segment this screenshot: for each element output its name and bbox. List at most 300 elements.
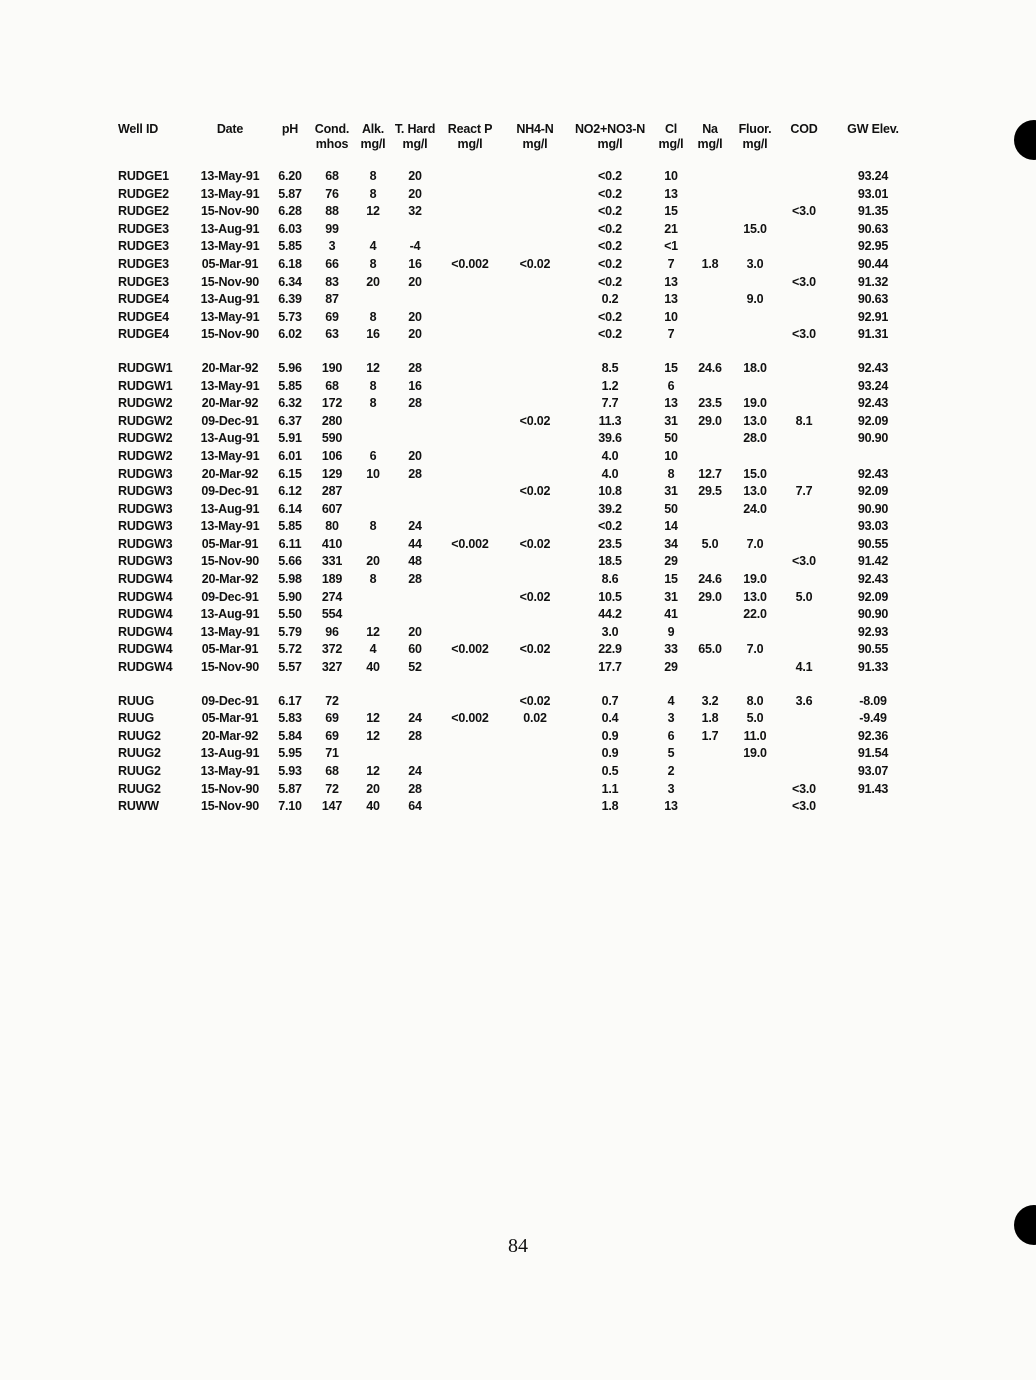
cell-gw-elevation: 90.55 [857, 642, 889, 657]
cell-date: 13-May-91 [200, 378, 260, 393]
cell-nh4-n: <0.02 [519, 642, 551, 657]
cell-alkalinity: 8 [369, 309, 377, 324]
table-row [118, 710, 918, 728]
unit-total-hardness: mg/l [402, 137, 428, 151]
cell-sodium [690, 203, 730, 221]
cell-no2-no3-n: 0.5 [601, 764, 619, 778]
cell-gw-elevation: 90.63 [857, 221, 889, 236]
cell-ph: 6.20 [278, 169, 302, 183]
cell-chloride: 34 [664, 536, 678, 551]
cell-gw-elevation: 90.90 [857, 607, 889, 622]
cell-ph: 5.50 [278, 607, 302, 622]
table-row [118, 360, 918, 378]
cell-cod [780, 430, 828, 448]
cell-well-id: RUDGW4 [118, 607, 173, 622]
cell-well-id: RUDGW2 [118, 431, 173, 446]
cell-nh4-n: <0.02 [519, 484, 551, 499]
cell-reactive-p [438, 203, 502, 221]
cell-conductivity: 72 [325, 693, 339, 708]
cell-alkalinity: 12 [366, 204, 380, 219]
cell-conductivity: 106 [321, 448, 343, 463]
cell-chloride: 15 [664, 572, 678, 587]
cell-ph: 6.11 [278, 536, 302, 551]
cell-chloride: 13 [664, 186, 678, 201]
cell-nh4-n [502, 203, 568, 221]
cell-sodium: 1.7 [701, 728, 719, 743]
table-row [118, 483, 918, 501]
cell-ph: 6.02 [278, 327, 302, 342]
cell-cod [780, 395, 828, 413]
cell-alkalinity: 12 [366, 624, 380, 639]
cell-date: 15-Nov-90 [201, 554, 259, 569]
cell-conductivity: 80 [325, 519, 339, 534]
cell-no2-no3-n: 0.9 [601, 728, 619, 743]
cell-well-id: RUDGW1 [118, 360, 173, 375]
cell-reactive-p [438, 168, 502, 186]
cell-ph: 5.93 [278, 764, 302, 778]
cell-total-hardness: 28 [408, 781, 422, 796]
cell-well-id: RUDGE1 [118, 169, 169, 183]
cell-no2-no3-n: 1.1 [601, 781, 619, 796]
cell-alkalinity: 8 [369, 572, 377, 587]
cell-well-id: RUDGW4 [118, 624, 173, 639]
cell-fluoride [730, 553, 780, 571]
cell-chloride: 2 [667, 764, 675, 778]
cell-gw-elevation: 90.44 [857, 256, 889, 271]
cell-sodium [690, 606, 730, 624]
cell-sodium: 1.8 [701, 711, 719, 726]
cell-fluoride [730, 781, 780, 799]
cell-total-hardness: 28 [408, 728, 422, 743]
cell-nh4-n [502, 448, 568, 466]
cell-total-hardness [392, 589, 438, 607]
cell-ph: 5.66 [278, 554, 302, 569]
unit-conductivity: mhos [315, 137, 349, 151]
cell-nh4-n: <0.02 [519, 536, 551, 551]
cell-fluoride: 22.0 [743, 607, 767, 622]
cell-cod [780, 168, 828, 186]
cell-fluoride [730, 309, 780, 327]
cell-cod: <3.0 [792, 554, 816, 569]
cell-chloride: 7 [667, 256, 675, 271]
cell-gw-elevation: 93.03 [857, 519, 889, 534]
cell-sodium [690, 553, 730, 571]
cell-cod: <3.0 [792, 327, 816, 342]
cell-no2-no3-n: 0.7 [601, 693, 619, 708]
cell-chloride: 15 [664, 360, 678, 375]
cell-ph: 6.15 [278, 466, 302, 481]
cell-total-hardness [392, 501, 438, 519]
cell-sodium [690, 624, 730, 642]
header-sodium: Na [702, 122, 718, 136]
cell-fluoride: 19.0 [743, 746, 767, 761]
cell-reactive-p [438, 309, 502, 327]
cell-sodium: 29.5 [698, 484, 722, 499]
cell-alkalinity: 12 [366, 711, 380, 726]
cell-date: 13-May-91 [200, 169, 260, 183]
cell-alkalinity [354, 501, 392, 519]
table-row [118, 641, 918, 659]
cell-alkalinity: 6 [369, 448, 377, 463]
table-row [118, 745, 918, 763]
unit-date [190, 137, 270, 168]
table-row [118, 518, 918, 536]
cell-fluoride: 28.0 [743, 431, 767, 446]
cell-conductivity: 331 [321, 554, 343, 569]
cell-alkalinity: 4 [369, 239, 377, 254]
cell-reactive-p: <0.002 [451, 256, 489, 271]
cell-chloride: 10 [664, 309, 678, 324]
cell-reactive-p [438, 571, 502, 589]
cell-chloride: 9 [667, 624, 675, 639]
header-total-hardness: T. Hard [394, 122, 436, 136]
cell-conductivity: 72 [325, 781, 339, 796]
table-row [118, 624, 918, 642]
cell-alkalinity: 12 [366, 360, 380, 375]
cell-gw-elevation: -8.09 [859, 693, 887, 708]
cell-date: 13-May-91 [200, 309, 260, 324]
cell-sodium [690, 326, 730, 344]
cell-ph: 6.39 [278, 292, 302, 307]
cell-alkalinity: 40 [366, 660, 380, 675]
cell-cod [780, 606, 828, 624]
cell-cod [780, 641, 828, 659]
cell-sodium: 29.0 [698, 413, 722, 428]
cell-total-hardness: 20 [408, 274, 422, 289]
cell-date: 20-Mar-92 [201, 728, 259, 743]
cell-chloride: 10 [664, 448, 678, 463]
cell-no2-no3-n: 3.0 [601, 624, 619, 639]
cell-total-hardness: 32 [408, 204, 422, 219]
cell-cod: 8.1 [795, 413, 813, 428]
cell-conductivity: 190 [321, 360, 343, 375]
cell-well-id: RUDGE4 [118, 327, 169, 342]
table-row [118, 659, 918, 677]
table-row [118, 326, 918, 344]
cell-cod [780, 221, 828, 239]
table-row [118, 763, 918, 781]
cell-chloride: 10 [664, 169, 678, 183]
cell-ph: 5.87 [278, 186, 302, 201]
cell-conductivity: 410 [321, 536, 343, 551]
cell-reactive-p [438, 518, 502, 536]
cell-cod [780, 466, 828, 484]
cell-well-id: RUUG [118, 693, 155, 708]
cell-reactive-p [438, 360, 502, 378]
cell-chloride: 6 [667, 728, 675, 743]
cell-well-id: RUDGW2 [118, 396, 173, 411]
cell-total-hardness: 48 [408, 554, 422, 569]
cell-gw-elevation: 92.43 [857, 396, 889, 411]
cell-nh4-n [502, 501, 568, 519]
cell-conductivity: 88 [325, 204, 339, 219]
cell-conductivity: 287 [321, 484, 343, 499]
cell-ph: 5.85 [278, 239, 302, 254]
cell-conductivity: 129 [321, 466, 343, 481]
cell-gw-elevation: 91.35 [857, 204, 889, 219]
cell-gw-elevation: 91.31 [857, 327, 889, 342]
cell-well-id: RUDGE3 [118, 274, 169, 289]
cell-no2-no3-n: 4.0 [601, 466, 619, 481]
table-row [118, 781, 918, 799]
cell-ph: 5.72 [278, 642, 302, 657]
cell-sodium [690, 659, 730, 677]
cell-sodium: 29.0 [698, 589, 722, 604]
cell-total-hardness: 64 [408, 799, 422, 814]
cell-fluoride: 15.0 [743, 221, 767, 236]
cell-no2-no3-n: 1.2 [601, 378, 619, 393]
cell-chloride: 21 [664, 221, 678, 236]
cell-well-id: RUDGW4 [118, 572, 173, 587]
cell-gw-elevation: 91.43 [857, 781, 889, 796]
table-row [118, 203, 918, 221]
cell-nh4-n [502, 781, 568, 799]
units-row [118, 137, 918, 168]
cell-well-id: RUDGW4 [118, 660, 173, 675]
cell-no2-no3-n: <0.2 [598, 274, 622, 289]
cell-no2-no3-n: 18.5 [598, 554, 622, 569]
header-no2-no3-n: NO2+NO3-N [574, 122, 646, 136]
cell-reactive-p [438, 781, 502, 799]
cell-cod [780, 728, 828, 746]
cell-sodium: 24.6 [698, 360, 722, 375]
cell-cod [780, 501, 828, 519]
cell-chloride: 15 [664, 204, 678, 219]
table-row [118, 395, 918, 413]
cell-date: 15-Nov-90 [201, 799, 259, 814]
cell-fluoride: 13.0 [743, 589, 767, 604]
cell-total-hardness [392, 291, 438, 309]
cell-gw-elevation: 92.93 [857, 624, 889, 639]
cell-chloride: 5 [667, 746, 675, 761]
cell-fluoride [730, 798, 780, 816]
cell-sodium: 3.2 [701, 693, 719, 708]
cell-conductivity: 71 [325, 746, 339, 761]
cell-fluoride: 3.0 [746, 256, 764, 271]
cell-conductivity: 590 [321, 431, 343, 446]
cell-gw-elevation: 93.24 [857, 169, 889, 183]
cell-reactive-p [438, 659, 502, 677]
cell-well-id: RUDGW3 [118, 501, 173, 516]
cell-alkalinity: 8 [369, 256, 377, 271]
cell-gw-elevation: 92.95 [857, 239, 889, 254]
cell-total-hardness: 20 [408, 186, 422, 201]
cell-sodium [690, 501, 730, 519]
cell-gw-elevation [828, 798, 918, 816]
cell-fluoride: 24.0 [743, 501, 767, 516]
cell-fluoride: 19.0 [743, 572, 767, 587]
cell-date: 05-Mar-91 [201, 256, 259, 271]
cell-date: 13-Aug-91 [200, 746, 260, 761]
cell-fluoride: 13.0 [743, 484, 767, 499]
cell-conductivity: 63 [325, 327, 339, 342]
cell-nh4-n [502, 798, 568, 816]
cell-reactive-p [438, 221, 502, 239]
cell-conductivity: 99 [325, 221, 339, 236]
cell-nh4-n [502, 395, 568, 413]
cell-fluoride [730, 763, 780, 781]
cell-alkalinity: 20 [366, 781, 380, 796]
cell-ph: 5.98 [278, 572, 302, 587]
cell-gw-elevation: 92.09 [857, 413, 889, 428]
cell-ph: 6.34 [278, 274, 302, 289]
cell-reactive-p [438, 466, 502, 484]
cell-nh4-n [502, 763, 568, 781]
cell-ph: 6.01 [278, 448, 302, 463]
table-row [118, 536, 918, 554]
cell-nh4-n [502, 221, 568, 239]
cell-date: 13-Aug-91 [200, 292, 260, 307]
cell-sodium: 23.5 [698, 396, 722, 411]
cell-chloride: 29 [664, 554, 678, 569]
cell-well-id: RUDGW3 [118, 519, 173, 534]
cell-alkalinity [354, 430, 392, 448]
table-row [118, 274, 918, 292]
cell-alkalinity: 20 [366, 274, 380, 289]
table-row [118, 466, 918, 484]
cell-date: 15-Nov-90 [201, 781, 259, 796]
table-row [118, 589, 918, 607]
cell-chloride: 50 [664, 431, 678, 446]
cell-cod: <3.0 [792, 799, 816, 814]
cell-gw-elevation: 90.90 [857, 431, 889, 446]
cell-ph: 5.95 [278, 746, 302, 761]
cell-alkalinity: 12 [366, 764, 380, 778]
cell-nh4-n [502, 274, 568, 292]
cell-total-hardness: 20 [408, 448, 422, 463]
cell-reactive-p [438, 501, 502, 519]
cell-date: 13-Aug-91 [200, 607, 260, 622]
cell-nh4-n [502, 360, 568, 378]
cell-well-id: RUUG [118, 711, 155, 726]
table-row [118, 168, 918, 186]
cell-no2-no3-n: <0.2 [598, 309, 622, 324]
cell-reactive-p [438, 274, 502, 292]
cell-cod [780, 624, 828, 642]
cell-reactive-p [438, 553, 502, 571]
cell-sodium [690, 430, 730, 448]
cell-cod: <3.0 [792, 274, 816, 289]
cell-reactive-p [438, 798, 502, 816]
cell-gw-elevation: 92.09 [857, 484, 889, 499]
header-cod: COD [790, 122, 818, 136]
cell-cod [780, 256, 828, 274]
cell-gw-elevation: 92.36 [857, 728, 889, 743]
cell-conductivity: 189 [321, 572, 343, 587]
cell-nh4-n [502, 378, 568, 396]
cell-total-hardness [392, 745, 438, 763]
unit-gw-elevation [828, 137, 918, 168]
table-row [118, 571, 918, 589]
cell-total-hardness: 44 [408, 536, 422, 551]
cell-alkalinity [354, 606, 392, 624]
cell-ph: 7.10 [278, 799, 302, 814]
cell-total-hardness: 28 [408, 360, 422, 375]
cell-alkalinity: 8 [369, 396, 377, 411]
cell-total-hardness: 20 [408, 169, 422, 183]
cell-chloride: 50 [664, 501, 678, 516]
header-row [118, 122, 918, 137]
cell-ph: 5.90 [278, 589, 302, 604]
cell-chloride: 41 [664, 607, 678, 622]
cell-fluoride: 18.0 [743, 360, 767, 375]
cell-chloride: 13 [664, 292, 678, 307]
cell-sodium [690, 168, 730, 186]
cell-chloride: 3 [667, 781, 675, 796]
cell-fluoride [730, 186, 780, 204]
cell-total-hardness: 16 [408, 256, 422, 271]
cell-reactive-p [438, 378, 502, 396]
cell-sodium [690, 274, 730, 292]
cell-chloride: 7 [667, 327, 675, 342]
cell-no2-no3-n: <0.2 [598, 327, 622, 342]
cell-chloride: 6 [667, 378, 675, 393]
cell-no2-no3-n: 39.6 [598, 431, 622, 446]
cell-well-id: RUDGE3 [118, 221, 169, 236]
cell-nh4-n [502, 728, 568, 746]
cell-sodium [690, 291, 730, 309]
cell-date: 15-Nov-90 [201, 327, 259, 342]
cell-fluoride: 9.0 [746, 292, 764, 307]
cell-reactive-p [438, 483, 502, 501]
table-row [118, 553, 918, 571]
unit-reactive-p: mg/l [457, 137, 483, 151]
cell-total-hardness [392, 483, 438, 501]
cell-total-hardness: 24 [408, 764, 422, 778]
unit-nh4-n: mg/l [522, 137, 548, 151]
cell-alkalinity: 8 [369, 519, 377, 534]
cell-no2-no3-n: 0.2 [601, 292, 619, 307]
cell-nh4-n [502, 291, 568, 309]
cell-date: 13-May-91 [200, 448, 260, 463]
cell-ph: 5.85 [278, 378, 302, 393]
cell-total-hardness: 20 [408, 309, 422, 324]
cell-date: 13-May-91 [200, 764, 260, 778]
cell-chloride: 31 [664, 413, 678, 428]
cell-ph: 6.28 [278, 204, 302, 219]
cell-alkalinity [354, 413, 392, 431]
cell-well-id: RUDGE4 [118, 309, 169, 324]
cell-well-id: RUDGW3 [118, 484, 173, 499]
table-row [118, 728, 918, 746]
cell-well-id: RUDGW3 [118, 536, 173, 551]
cell-reactive-p [438, 624, 502, 642]
cell-fluoride: 19.0 [743, 396, 767, 411]
unit-cod [780, 137, 828, 168]
cell-no2-no3-n: 39.2 [598, 501, 622, 516]
cell-no2-no3-n: 44.2 [598, 607, 622, 622]
page-number: 84 [508, 1235, 528, 1257]
table-group-ruug [118, 693, 918, 816]
cell-gw-elevation: 91.33 [857, 660, 889, 675]
cell-reactive-p [438, 186, 502, 204]
cell-nh4-n: <0.02 [519, 589, 551, 604]
cell-ph: 5.85 [278, 519, 302, 534]
cell-reactive-p [438, 413, 502, 431]
cell-chloride: 31 [664, 589, 678, 604]
cell-date: 09-Dec-91 [201, 693, 259, 708]
cell-ph: 6.03 [278, 221, 302, 236]
cell-cod: <3.0 [792, 781, 816, 796]
unit-no2-no3-n: mg/l [597, 137, 623, 151]
cell-fluoride: 5.0 [746, 711, 764, 726]
header-alkalinity: Alk. [361, 122, 385, 136]
cell-fluoride: 7.0 [746, 536, 764, 551]
cell-no2-no3-n: 1.8 [601, 799, 619, 814]
cell-sodium [690, 238, 730, 256]
cell-nh4-n [502, 466, 568, 484]
cell-reactive-p [438, 395, 502, 413]
